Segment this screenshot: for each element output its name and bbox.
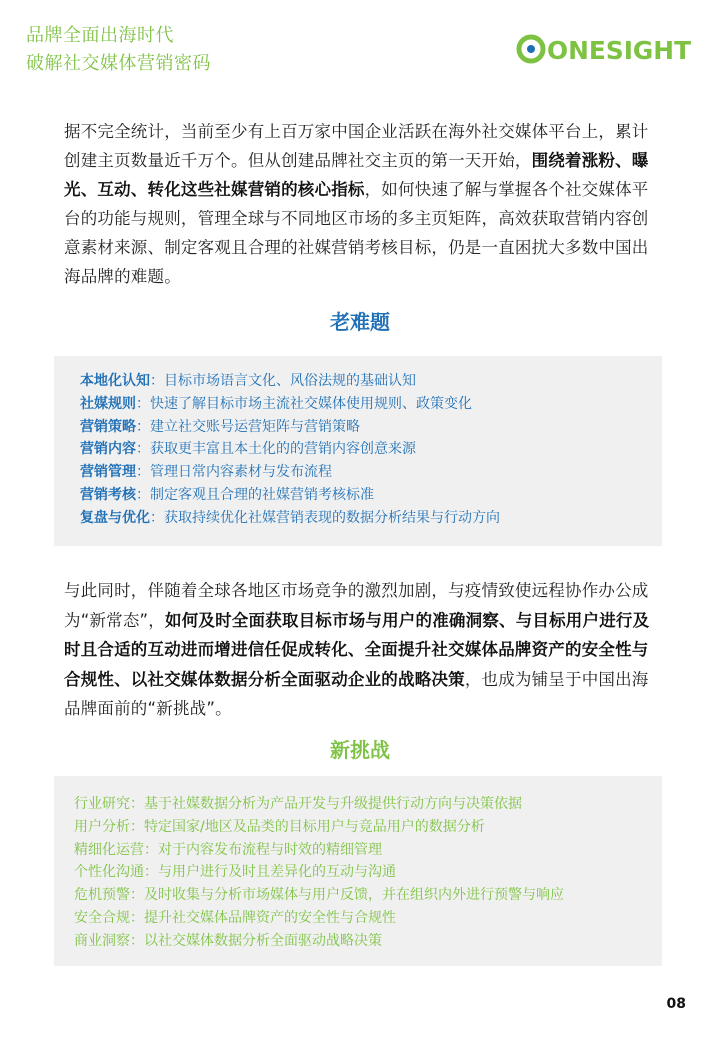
item-description: 获取持续优化社媒营销表现的数据分析结果与行动方向 (164, 509, 500, 526)
item-separator: ： (130, 887, 144, 904)
intro-text-start: 据不完全统计，当前至少有上百万家中国企业活跃在海外社交媒体平台上，累计创建主页数量近千万个。但从创建品牌社交主页的第一天开始， (64, 122, 649, 170)
item-label: 复盘与优化 (80, 509, 150, 526)
item-separator: ： (130, 818, 144, 835)
item-label: 营销考核 (80, 486, 136, 503)
item-description: 获取更丰富且本土化的的营销内容创意来源 (150, 441, 416, 458)
old-challenge-item (80, 393, 662, 416)
header-title-line-1: 品牌全面出海时代 (26, 25, 174, 46)
logo-wordmark: ONESIGHT (547, 36, 691, 64)
old-challenge-item (80, 370, 662, 393)
item-label: 用户分析 (74, 818, 130, 835)
item-description: 基于社媒数据分析为产品开发与升级提供行动方向与决策依据 (144, 796, 522, 812)
logo-eye-icon (519, 37, 543, 61)
item-separator: ： (136, 464, 150, 481)
item-description: 提升社交媒体品牌资产的安全性与合规性 (144, 909, 396, 926)
old-challenge-item (80, 507, 662, 530)
new-challenge-item (74, 884, 662, 907)
item-label: 精细化运营 (74, 841, 144, 858)
new-challenge-item (74, 816, 662, 839)
middle-text-bold: 如何及时全面获取目标市场与用户的准确洞察、与目标用户进行及时且合适的互动进而增进信任促成转化、全面提升社交媒体品牌资产的安全性与合规性、以社交媒体数据分析全面驱动企业的战略决策 (64, 610, 650, 689)
item-description: 建立社交账号运营矩阵与营销策略 (150, 418, 360, 435)
page-number: 08 (666, 996, 686, 1012)
item-separator: ： (136, 395, 150, 412)
item-label: 行业研究 (74, 796, 130, 812)
item-label: 商业洞察 (74, 932, 130, 949)
old-challenge-item (80, 438, 662, 461)
item-separator: ： (150, 373, 164, 389)
middle-text-end: ，也成为铺呈于中国出海品牌面前的“新挑战”。 (64, 669, 649, 718)
old-challenges-heading: 老难题 (330, 310, 390, 334)
new-challenge-item (74, 930, 662, 953)
item-description: 特定国家/地区及品类的目标用户与竞品用户的数据分析 (144, 818, 485, 835)
item-label: 社媒规则 (80, 395, 136, 412)
item-separator: ： (130, 796, 144, 812)
middle-text-start: 与此同时，伴随着全球各地区市场竞争的激烈加剧，与疫情致使远程协作办公成为“新常态”， (64, 581, 649, 630)
item-description: 以社交媒体数据分析全面驱动战略决策 (144, 932, 382, 949)
item-label: 本地化认知 (80, 373, 150, 389)
new-challenge-item (74, 861, 662, 884)
item-label: 安全合规 (74, 909, 130, 926)
item-description: 管理日常内容素材与发布流程 (150, 464, 332, 481)
item-separator: ： (130, 932, 144, 949)
item-separator: ： (130, 909, 144, 926)
new-challenge-item (74, 839, 662, 862)
header-title (26, 22, 426, 78)
item-description: 及时收集与分析市场媒体与用户反馈，并在组织内外进行预警与响应 (144, 887, 564, 904)
item-label: 营销管理 (80, 464, 136, 481)
old-challenges-box (54, 356, 662, 546)
onesight-logo (516, 34, 692, 64)
item-description: 目标市场语言文化、风俗法规的基础认知 (164, 373, 416, 389)
item-separator: ： (150, 509, 164, 526)
old-challenge-item (80, 484, 662, 507)
item-separator: ： (144, 864, 158, 881)
item-description: 快速了解目标市场主流社交媒体使用规则、政策变化 (150, 395, 472, 412)
intro-text-bold: 围绕着涨粉、曝光、互动、转化这些社媒营销的核心指标 (64, 151, 649, 199)
new-challenges-heading: 新挑战 (330, 738, 390, 762)
new-challenges-box (54, 776, 662, 966)
item-label: 营销内容 (80, 441, 136, 458)
middle-paragraph (64, 576, 664, 724)
item-separator: ： (144, 841, 158, 858)
item-separator: ： (136, 418, 150, 435)
item-separator: ： (136, 486, 150, 503)
item-description: 对于内容发布流程与时效的精细管理 (158, 841, 382, 858)
item-label: 营销策略 (80, 418, 136, 435)
old-challenge-item (80, 461, 662, 484)
item-separator: ： (136, 441, 150, 458)
item-label: 个性化沟通 (74, 864, 144, 881)
intro-text-end: ，如何快速了解与掌握各个社交媒体平台的功能与规则，管理全球与不同地区市场的多主页矩阵，高效获取营销内容创意素材来源、制定客观且合理的社媒营销考核目标，仍是一直困扰大多数中国出海品牌的难题。 (64, 180, 649, 286)
item-description: 制定客观且合理的社媒营销考核标准 (150, 486, 374, 503)
intro-paragraph (64, 117, 664, 291)
header-title-line-2: 破解社交媒体营销密码 (26, 53, 211, 74)
item-description: 与用户进行及时且差异化的互动与沟通 (158, 864, 396, 881)
new-challenge-item (74, 793, 662, 816)
new-challenge-item (74, 907, 662, 930)
item-label: 危机预警 (74, 887, 130, 904)
old-challenge-item (80, 416, 662, 439)
